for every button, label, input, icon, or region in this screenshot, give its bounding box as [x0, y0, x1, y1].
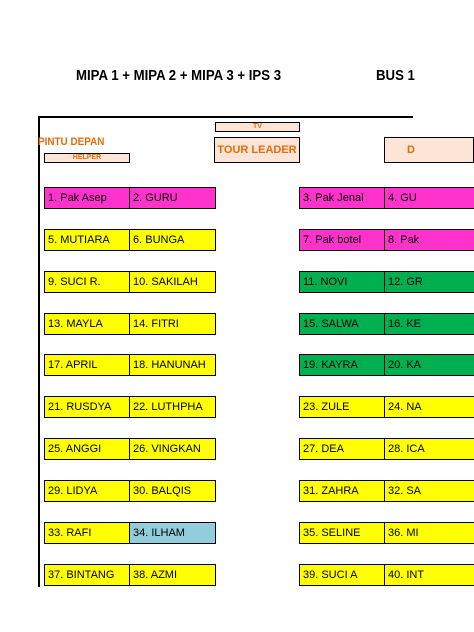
seat-21: 21. RUSDYA	[44, 396, 131, 418]
page-title: MIPA 1 + MIPA 2 + MIPA 3 + IPS 3	[76, 67, 282, 84]
seat-32: 32. SA	[384, 480, 474, 502]
seat-36: 36. MI	[384, 522, 474, 544]
bus-frame-left	[38, 117, 40, 587]
seat-29: 29. LIDYA	[44, 480, 131, 502]
seat-28: 28. ICA	[384, 438, 474, 460]
seat-6: 6. BUNGA	[129, 229, 216, 251]
seat-5: 5. MUTIARA	[44, 229, 131, 251]
seat-2: 2. GURU	[129, 187, 216, 209]
seat-23: 23. ZULE	[299, 396, 386, 418]
seat-40: 40. INT	[384, 564, 474, 586]
seat-37: 37. BINTANG	[44, 564, 131, 586]
seat-13: 13. MAYLA	[44, 313, 131, 335]
seat-10: 10. SAKILAH	[129, 271, 216, 293]
seat-9: 9. SUCI R.	[44, 271, 131, 293]
seat-19: 19. KAYRA	[299, 354, 386, 376]
bus-title: BUS 1	[376, 67, 415, 84]
helper-seat: HELPER	[44, 153, 130, 163]
seat-11: 11. NOVI	[299, 271, 386, 293]
seat-18: 18. HANUNAH	[129, 354, 216, 376]
driver-seat: D	[384, 137, 474, 163]
seat-17: 17. APRIL	[44, 354, 131, 376]
seat-31: 31. ZAHRA	[299, 480, 386, 502]
front-door-label: PINTU DEPAN	[38, 136, 105, 148]
seat-39: 39. SUCI A	[299, 564, 386, 586]
seat-12: 12. GR	[384, 271, 474, 293]
seat-14: 14. FITRI	[129, 313, 216, 335]
bus-frame-top	[38, 116, 413, 118]
tv-box: TV	[215, 122, 300, 132]
seat-20: 20. KA	[384, 354, 474, 376]
seat-22: 22. LUTHPHA	[129, 396, 216, 418]
seat-3: 3. Pak Jenal	[299, 187, 386, 209]
seat-30: 30. BALQIS	[129, 480, 216, 502]
seat-1: 1. Pak Asep	[44, 187, 131, 209]
seat-24: 24. NA	[384, 396, 474, 418]
seat-35: 35. SELINE	[299, 522, 386, 544]
seat-34: 34. ILHAM	[129, 522, 216, 544]
seat-7: 7. Pak botel	[299, 229, 386, 251]
seat-16: 16. KE	[384, 313, 474, 335]
seat-38: 38. AZMI	[129, 564, 216, 586]
seat-25: 25. ANGGI	[44, 438, 131, 460]
seat-26: 26. VINGKAN	[129, 438, 216, 460]
seat-15: 15. SALWA	[299, 313, 386, 335]
seat-4: 4. GU	[384, 187, 474, 209]
seat-33: 33. RAFI	[44, 522, 131, 544]
seat-8: 8. Pak	[384, 229, 474, 251]
seat-27: 27. DEA	[299, 438, 386, 460]
tour-leader-seat: TOUR LEADER	[214, 137, 300, 163]
